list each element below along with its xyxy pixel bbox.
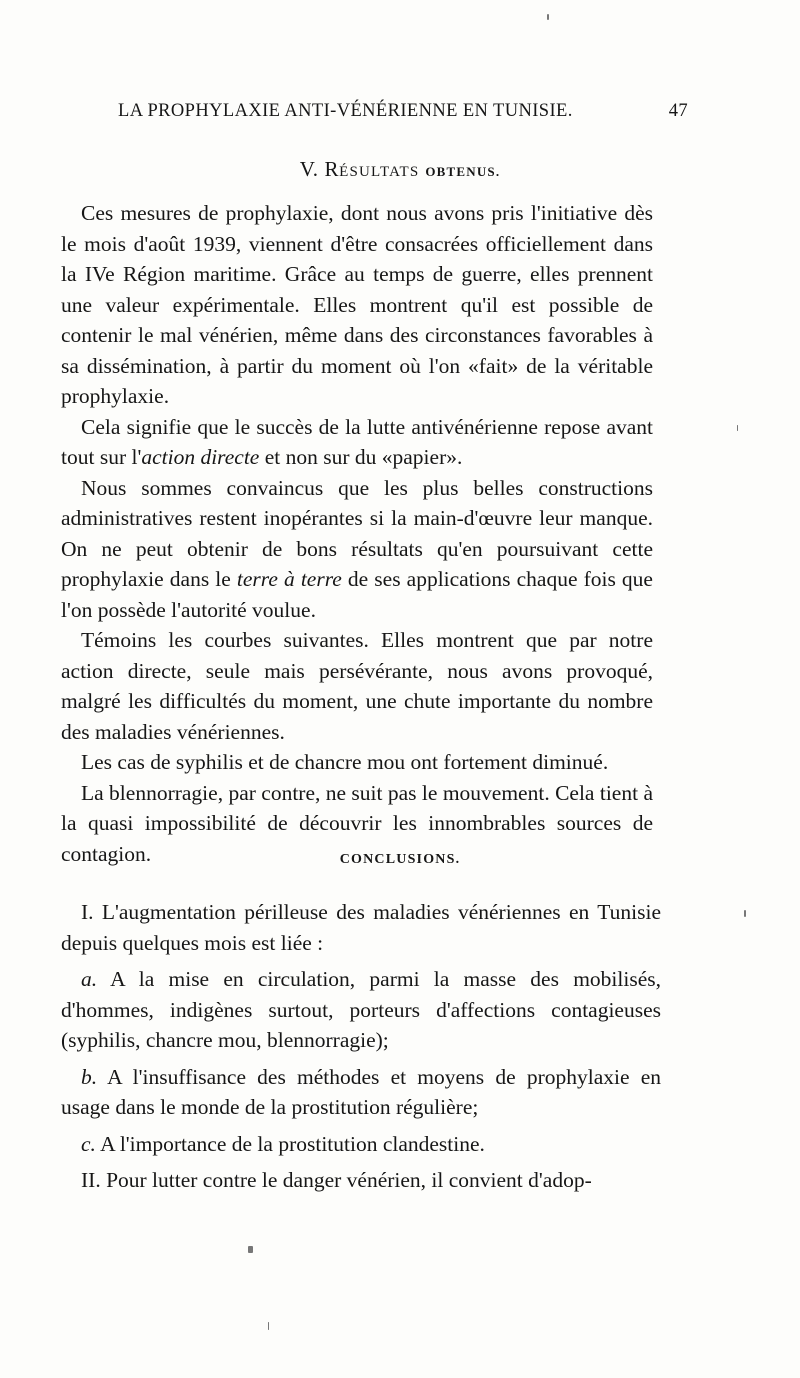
item-a-text: A la mise en circulation, parmi la masse des mobilisés, d'hommes, indigènes surtout, porteurs d'affections contagieuses (syphilis, chancre mou, blennorragie);	[61, 967, 661, 1052]
paragraph-3	[61, 473, 653, 626]
paragraph-2-emphasis: action directe	[141, 445, 260, 469]
running-head	[118, 101, 688, 122]
paragraph-3-start: Nous sommes convaincus que les plus belles constructions administratives restent inopérantes si la main-d'œuvre leur manque. On ne peut obtenir de bons résultats qu'en poursuivant cette prophylaxie dans le	[61, 475, 653, 591]
paragraph-3-emphasis: terre à terre	[236, 567, 342, 591]
paragraph-4: Témoins les courbes suivantes. Elles montrent que par notre action directe, seule mais persévérante, nous avons provoqué, malgré les difficultés du moment, une chute importante du nombre des maladies vénériennes.	[61, 628, 653, 744]
scan-speck	[248, 1246, 253, 1253]
paragraph-2	[61, 412, 653, 473]
paragraph-2-end: et non sur du «papier».	[259, 445, 463, 469]
scan-speck	[547, 14, 549, 20]
paragraph-3-end: de ses applications chaque fois que l'on possède l'autorité voulue.	[61, 567, 653, 622]
scan-speck	[737, 425, 738, 431]
section-title-initial: R	[324, 157, 340, 181]
conclusion-1: I. L'augmentation périlleuse des maladies vénériennes en Tunisie depuis quelques mois est liée :	[61, 900, 661, 955]
section-title-word-1: ÉSULTATS	[339, 164, 420, 180]
conclusion-item-b	[61, 1062, 661, 1123]
paragraph-6: La blennorragie, par contre, ne suit pas le mouvement. Cela tient à la quasi impossibilité de découvrir les innombrables sources de contagion.	[61, 780, 653, 866]
item-c-text: A l'importance de la prostitution clandestine.	[95, 1131, 485, 1156]
section-title	[0, 157, 800, 182]
conclusion-2: II. Pour lutter contre le danger vénérien, il convient d'adop-	[81, 1168, 592, 1192]
item-b-text: A l'insuffisance des méthodes et moyens de prophylaxie en usage dans le monde de la prostitution régulière;	[61, 1064, 661, 1119]
conclusions-heading: CONCLUSIONS.	[339, 852, 461, 867]
paragraph-5: Les cas de syphilis et de chancre mou ont fortement diminué.	[81, 750, 609, 774]
body-text	[61, 198, 653, 869]
paragraph-2-start: Cela signifie que le succès de la lutte antivénérienne repose avant tout sur l'	[61, 414, 653, 469]
scan-speck	[268, 1322, 269, 1330]
conclusions-list	[61, 897, 661, 1202]
conclusion-item-c	[61, 1129, 661, 1160]
scan-speck	[744, 910, 746, 917]
section-title-word-2: OBTENUS.	[425, 164, 501, 179]
section-number: V.	[299, 157, 319, 181]
conclusion-item-a	[61, 964, 661, 1056]
paragraph-1: Ces mesures de prophylaxie, dont nous avons pris l'initiative dès le mois d'août 1939, viennent d'être consacrées officiellement dans la IVe Région maritime. Grâce au temps de guerre, elles prennent une valeur expérimentale. Elles montrent qu'il est possible de contenir le mal vénérien, même dans des circonstances favorables à sa dissémination, à partir du moment où l'on «fait» de la véritable prophylaxie.	[61, 201, 653, 408]
item-a-letter: a.	[81, 967, 98, 991]
item-b-letter: b.	[81, 1064, 98, 1089]
running-head-title: LA PROPHYLAXIE ANTI-VÉNÉRIENNE EN TUNISIE.	[118, 101, 573, 121]
item-c-letter: c.	[81, 1131, 96, 1156]
page-number: 47	[668, 101, 688, 121]
